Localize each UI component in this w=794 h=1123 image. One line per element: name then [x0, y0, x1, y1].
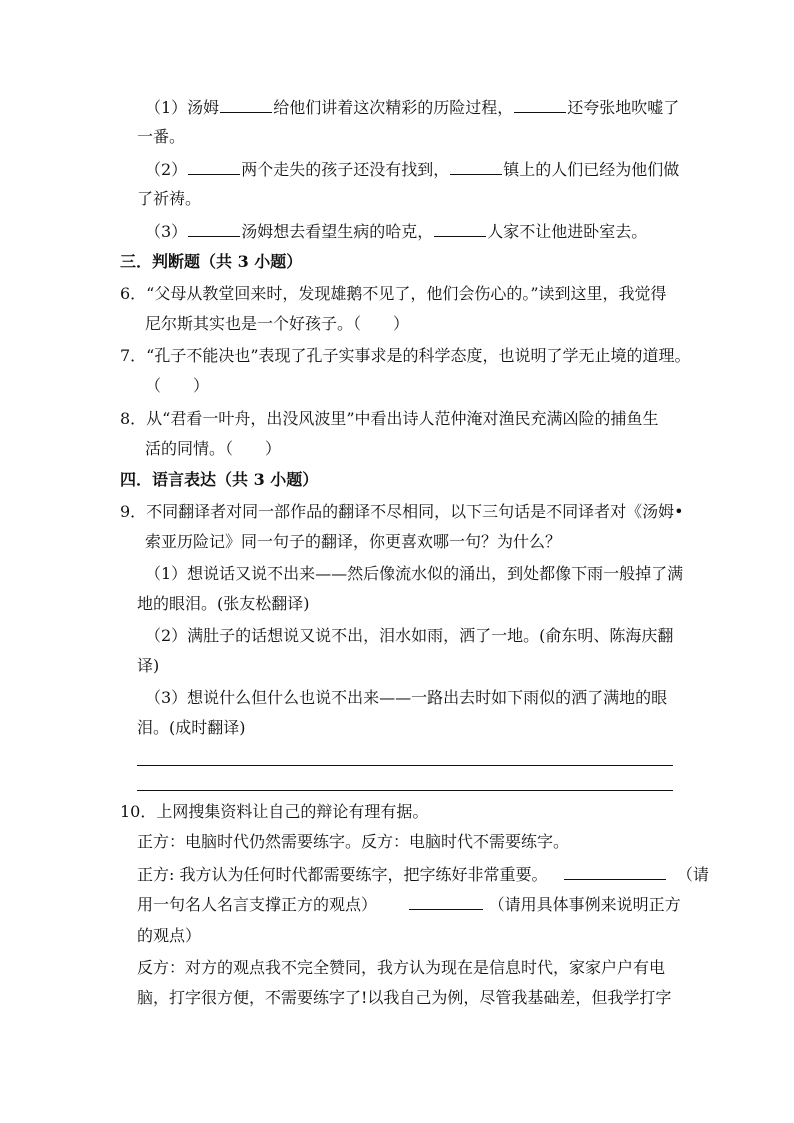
- q9-option-2-cont: 译): [137, 656, 160, 675]
- q5-sentence-2-cont: 了祈祷。: [137, 189, 202, 208]
- q5-s3-part-a: （3）: [145, 222, 188, 241]
- q10-line-5: 的观点）: [137, 926, 202, 945]
- q5-sentence-3: [145, 220, 647, 243]
- q10-line-7: 脑，打字很方便，不需要练字了!以我自己为例，尽管我基础差，但我学打字: [137, 988, 672, 1007]
- q6-line-2: 尼尔斯其实也是一个好孩子。（ ）: [145, 314, 410, 333]
- q10-line-4: [137, 893, 681, 916]
- q5-s2-part-c: 镇上的人们已经为他们做: [503, 160, 680, 179]
- q9-line-2: 索亚历险记》同一句子的翻译，你更喜欢哪一句？为什么？: [145, 532, 562, 551]
- q10-line-6: 反方：对方的观点我不完全赞同，我方认为现在是信息时代，家家户户有电: [137, 958, 666, 977]
- answer-blank[interactable]: [409, 893, 483, 910]
- q8-line-1: 8．从“君看一叶舟，出没风波里”中看出诗人范仲淹对渔民充满凶险的捕鱼生: [120, 409, 659, 428]
- q5-s1-part-b: 给他们讲着这次精彩的历险过程，: [273, 98, 514, 117]
- q5-s3-part-b: 汤姆想去看望生病的哈克，: [241, 222, 434, 241]
- q9-option-1-cont: 地的眼泪。(张友松翻译): [137, 594, 310, 613]
- q5-s3-part-c: 人家不让他进卧室去。: [487, 222, 648, 241]
- section-4-heading: 四．语言表达（共 3 小题）: [120, 470, 319, 489]
- q7-line-2: （ ）: [145, 376, 210, 395]
- q9-option-2: （2）满肚子的话想说又说不出，泪水如雨，洒了一地。(俞东明、陈海庆翻: [145, 626, 674, 645]
- answer-blank[interactable]: [188, 220, 240, 237]
- answer-line[interactable]: [137, 790, 673, 791]
- answer-blank[interactable]: [434, 220, 486, 237]
- q9-option-3-cont: 泪。(成时翻译): [137, 718, 246, 737]
- q5-s2-part-a: （2）: [145, 160, 188, 179]
- answer-blank[interactable]: [220, 96, 272, 113]
- q5-s1-part-a: （1）汤姆: [145, 98, 220, 117]
- q7-line-1: 7．“孔子不能决也”表现了孔子实事求是的科学态度，也说明了学无止境的道理。: [120, 346, 691, 365]
- q10-line-2: 正方：电脑时代仍然需要练字。反方：电脑时代不需要练字。: [137, 832, 570, 851]
- answer-line[interactable]: [137, 765, 673, 766]
- q5-sentence-1-cont: 一番。: [137, 127, 186, 146]
- q10-line-3: [137, 863, 709, 886]
- q10-l3-text: 正方: 我方认为任何时代都需要练字，把字练好非常重要。: [137, 865, 548, 884]
- q5-sentence-1: [145, 96, 679, 119]
- q10-l3-paren: （请: [676, 865, 709, 884]
- q5-s1-part-c: 还夸张地吹嘘了: [567, 98, 680, 117]
- q5-s2-part-b: 两个走失的孩子还没有找到，: [241, 160, 450, 179]
- q10-line-1: 10．上网搜集资料让自己的辩论有理有据。: [120, 802, 429, 821]
- q9-option-3: （3）想说什么但什么也说不出来——一路出去时如下雨似的洒了满地的眼: [145, 688, 668, 707]
- q10-l4-text: 用一句名人名言支撑正方的观点）: [137, 895, 378, 914]
- answer-blank[interactable]: [188, 158, 240, 175]
- q6-line-1: 6．“父母从教堂回来时，发现雄鹅不见了，他们会伤心的。”读到这里，我觉得: [120, 284, 667, 303]
- answer-blank[interactable]: [514, 96, 566, 113]
- answer-blank[interactable]: [450, 158, 502, 175]
- answer-blank[interactable]: [564, 863, 666, 880]
- q5-sentence-2: [145, 158, 679, 181]
- section-3-heading: 三．判断题（共 3 小题）: [120, 252, 303, 271]
- q8-line-2: 活的同情。（ ）: [145, 439, 282, 458]
- q9-option-1: （1）想说话又说不出来——然后像流水似的涌出，到处都像下雨一般掉了满: [145, 564, 684, 583]
- q9-line-1: 9．不同翻译者对同一部作品的翻译不尽相同，以下三句话是不同译者对《汤姆•: [120, 502, 684, 521]
- q10-l4-paren: （请用具体事例来说明正方: [488, 895, 681, 914]
